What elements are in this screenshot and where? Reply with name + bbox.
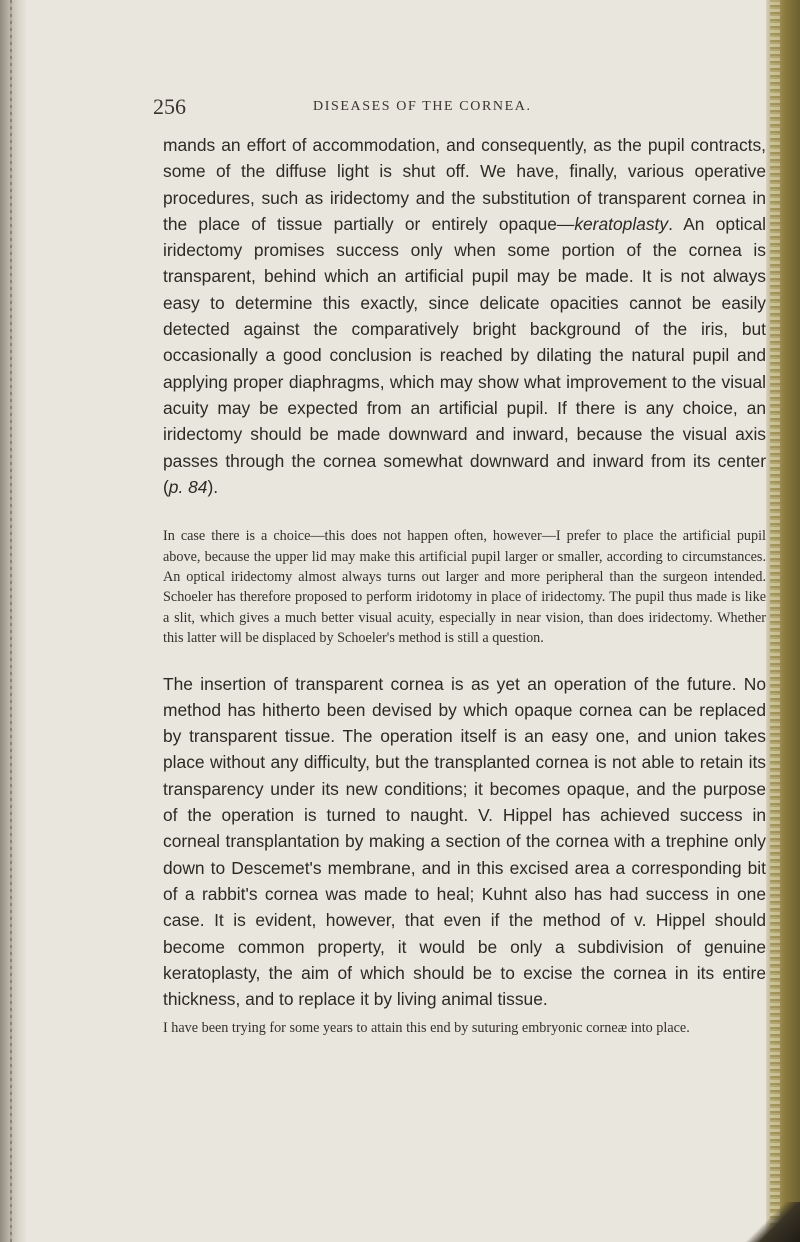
page-body [163, 132, 766, 1039]
footnote-paragraph-artificial-pupil: In case there is a choice—this does not happen often, however—I prefer to place the artificial pupil above, because the upper lid may make this artificial pupil larger or smaller, according to circumstances. An optical iridectomy almost always turns out larger and more peripheral than the surgeon intended. Schoeler has therefore proposed to perform iridotomy in place of iridectomy. The pupil thus made is like a slit, which gives a much better visual acuity, especially in near vision, than does iridectomy. Whether this latter will be displaced by Schoeler's method is still a question. [163, 528, 766, 647]
running-title: DISEASES OF THE CORNEA. [313, 99, 532, 114]
paragraph-text: . An optical iridectomy promises success only when some portion of the cornea is transparent, behind which an artificial pupil may be made. It is not always easy to determine this exactly, since delicate opacities cannot be easily detected against the comparatively bright background of the iris, but occasionally a good conclusion is reached by dilating the natural pupil and applying proper diaphragms, which may show what improvement to the visual acuity may be expected from an artificial pupil. If there is any choice, an iridectomy should be made downward and inward, because the visual axis passes through the cornea somewhat downward and inward from its center ( [163, 213, 766, 497]
paragraph-text: mands an effort of accommodation, and consequently, as the pupil contracts, some of the diffuse light is shut off. We have, finally, various operative procedures, such as iridectomy and the substitution of transparent cornea in the place of tissue partially or entirely opaque— [163, 135, 766, 234]
book-page [153, 94, 766, 1039]
page-edge [766, 0, 800, 1242]
paragraph-text: ). [207, 476, 219, 497]
paragraph-keratoplasty: The insertion of transparent cornea is as yet an operation of the future. No method has hitherto been devised by which opaque cornea can be replaced by transparent tissue. The operation itself is an easy one, and union takes place without any difficulty, but the transplanted cornea is not able to retain its transparency under its new conditions; it becomes opaque, and the purpose of the operation is turned to naught. V. Hippel has achieved success in corneal transplantation by making a section of the cornea with a trephine only down to Descemet's membrane, and in this excised area a corresponding bit of a rabbit's cornea was made to heal; Kuhnt also has had success in one case. It is evident, however, that even if the method of v. Hippel should become common property, it would be only a subdivision of genuine keratoplasty, the aim of which should be to excise the cornea in its entire thickness, and to replace it by living animal tissue. [163, 673, 766, 1010]
italic-term: keratoplasty [574, 213, 669, 234]
page-header [153, 94, 766, 124]
footnote-paragraph-embryonic-cornea: I have been trying for some years to attain this end by suturing embryonic corneæ into place. [163, 1020, 690, 1037]
binding-gutter [0, 0, 26, 1242]
page-number: 256 [153, 94, 186, 119]
page-corner-shadow [740, 1202, 800, 1242]
page-reference: p. 84 [168, 476, 208, 497]
paragraph-optical-iridectomy [163, 132, 766, 500]
